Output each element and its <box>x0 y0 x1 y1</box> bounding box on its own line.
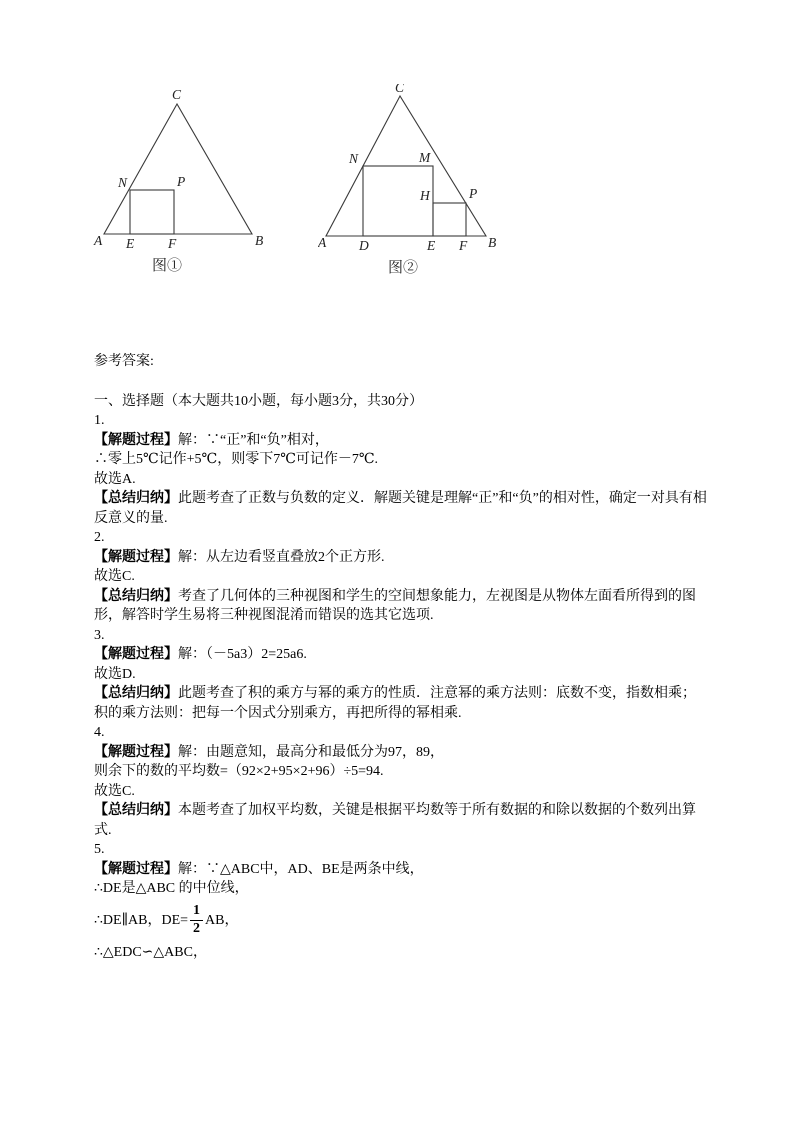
paragraph <box>94 645 708 665</box>
paragraph-label: 【解题过程】 <box>94 744 178 760</box>
figure-2-caption: 图② <box>388 260 419 276</box>
paragraph-text: 4. <box>94 725 105 740</box>
fraction-denominator: 2 <box>193 921 201 936</box>
paragraph <box>94 943 708 963</box>
paragraph-text: 3. <box>94 627 105 643</box>
paragraph <box>94 431 708 451</box>
paragraph-text: 则余下的数的平均数=（92×2+95×2+96）÷5=94. <box>94 764 384 779</box>
paragraph-text: 5. <box>94 842 105 857</box>
paragraph-text: 2. <box>94 530 105 545</box>
paragraph-text: ∴DE是△ABC 的中位线， <box>94 881 249 896</box>
paragraph-text: ∴DE∥AB，DE= <box>94 912 189 928</box>
paragraph-text: 一、选择题（本大题共10小题，每小题3分，共30分） <box>94 393 423 409</box>
paragraph-label: 【总结归纳】 <box>94 491 178 506</box>
figure-2-drawing <box>318 84 500 276</box>
paragraph <box>94 762 708 782</box>
figure-1-drawing <box>92 86 267 274</box>
label-M: M <box>419 150 431 165</box>
paragraph-label: 【解题过程】 <box>94 861 178 877</box>
paragraph <box>94 860 708 880</box>
paragraph-text: 考查了几何体的三种视图和学生的空间想象能力，左视图是从物体左面看所得到的图形，解答时学生易将三种视图混淆而错误的选其它选项. <box>94 588 696 623</box>
paragraph-text: 故选D. <box>94 666 136 682</box>
paragraph-text: ∴△EDC∽△ABC， <box>94 944 207 960</box>
paragraph <box>94 626 708 646</box>
paragraph-text: 解：∵△ABC中，AD、BE是两条中线， <box>178 861 424 877</box>
paragraph-label: 【解题过程】 <box>94 549 178 565</box>
paragraph <box>94 723 708 743</box>
paragraph-text: 解：∵“正”和“负”相对， <box>178 432 329 448</box>
figure-1-caption: 图① <box>152 258 183 274</box>
paragraph-label: 【总结归纳】 <box>94 588 178 604</box>
label-B: B <box>255 233 264 248</box>
label-N: N <box>349 151 359 166</box>
paragraph <box>94 470 708 490</box>
answers-title: 参考答案: <box>94 354 154 369</box>
paragraph <box>94 879 708 899</box>
paragraph <box>94 801 708 840</box>
paragraph <box>94 840 708 860</box>
fraction-numerator: 1 <box>190 904 203 921</box>
paragraph-text: 故选C. <box>94 783 135 799</box>
label-H: H <box>420 188 430 203</box>
label-C: C <box>395 84 405 95</box>
triangle-abc <box>104 104 252 234</box>
paragraph <box>94 782 708 802</box>
paragraph <box>94 392 708 412</box>
figure-2 <box>318 84 500 276</box>
paragraph-list <box>94 392 708 963</box>
label-E: E <box>427 238 436 253</box>
paragraph-label: 【总结归纳】 <box>94 686 178 701</box>
label-P: P <box>177 174 186 189</box>
paragraph <box>94 684 708 723</box>
label-F: F <box>459 238 468 253</box>
label-E: E <box>126 236 135 251</box>
paragraph <box>94 489 708 528</box>
paragraph <box>94 587 708 626</box>
label-A: A <box>318 235 327 250</box>
answers-section <box>94 352 708 962</box>
label-A: A <box>94 233 103 248</box>
paragraph-text: ∴零上5℃记作+5℃，则零下7℃可记作－7℃. <box>94 452 379 467</box>
paragraph-text: 1. <box>94 413 105 428</box>
paragraph <box>94 567 708 587</box>
paragraph <box>94 665 708 685</box>
paragraph-text: 此题考查了正数与负数的定义．解题关键是理解“正”和“负”的相对性，确定一对具有相反意义的量. <box>94 491 707 526</box>
label-B: B <box>488 235 497 250</box>
paragraph-label: 【总结归纳】 <box>94 803 178 818</box>
paragraph-text: 解：（－5a3）2=25a6. <box>178 647 307 662</box>
paragraph-text: 解：从左边看竖直叠放2个正方形. <box>178 549 385 565</box>
paragraph-text: 解：由题意知，最高分和最低分为97，89， <box>178 744 444 760</box>
paragraph <box>94 743 708 763</box>
paragraph <box>94 899 708 943</box>
paragraph-text: AB， <box>205 912 239 928</box>
fraction <box>190 904 203 936</box>
paragraph <box>94 450 708 470</box>
label-P: P <box>469 186 478 201</box>
label-F: F <box>168 236 177 251</box>
square-ehpf <box>433 203 466 236</box>
paragraph-label: 【解题过程】 <box>94 647 178 662</box>
paragraph-text: 故选C. <box>94 569 135 584</box>
figure-1 <box>92 86 267 274</box>
label-C: C <box>172 87 182 102</box>
paragraph-text: 本题考查了加权平均数，关键是根据平均数等于所有数据的和除以数据的个数列出算式. <box>94 803 696 838</box>
label-N: N <box>118 175 128 190</box>
paragraph-text: 故选A. <box>94 471 136 487</box>
paragraph <box>94 528 708 548</box>
paragraph-text: 此题考查了积的乘方与幂的乘方的性质．注意幂的乘方法则：底数不变，指数相乘；积的乘方法则：把每一个因式分别乘方，再把所得的幂相乘. <box>94 686 696 721</box>
paragraph <box>94 411 708 431</box>
paragraph <box>94 548 708 568</box>
paragraph-label: 【解题过程】 <box>94 432 178 448</box>
label-D: D <box>359 238 369 253</box>
square-nefp <box>130 190 174 234</box>
